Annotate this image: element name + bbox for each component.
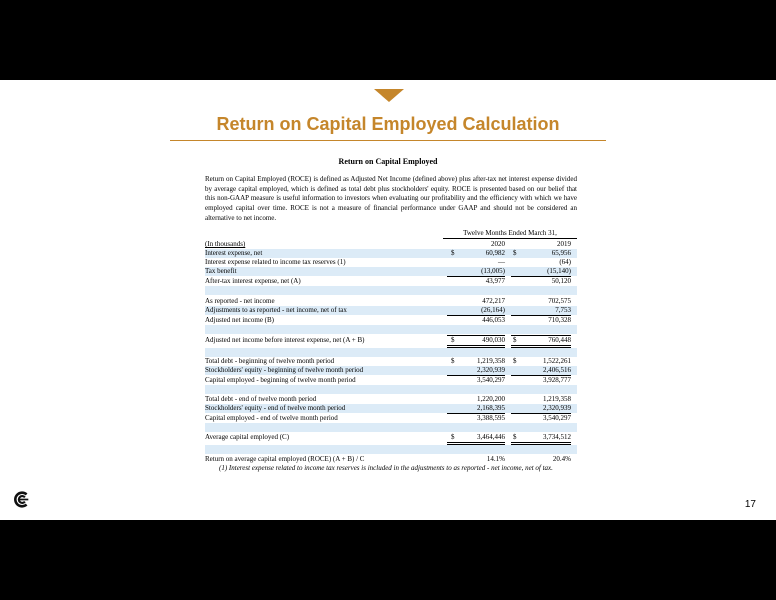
total-rule bbox=[447, 442, 505, 443]
value-2020: 14.1% bbox=[486, 455, 505, 463]
col-2019-header: 2019 bbox=[511, 240, 571, 250]
table-row bbox=[205, 277, 577, 286]
table-row bbox=[205, 306, 577, 315]
row-label: Adjustments to as reported - net income, net of tax bbox=[205, 306, 347, 314]
table-row bbox=[205, 433, 577, 442]
total-rule bbox=[447, 345, 505, 346]
table-row bbox=[205, 357, 577, 366]
row-label: Adjusted net income (B) bbox=[205, 316, 275, 324]
table-row bbox=[205, 297, 577, 306]
table-row bbox=[205, 336, 577, 345]
value-2020: 3,388,595 bbox=[477, 414, 505, 422]
value-2019: 2,320,939 bbox=[543, 404, 571, 412]
row-label: Adjusted net income before interest expense, net (A + B) bbox=[205, 336, 365, 344]
table-row bbox=[205, 267, 577, 276]
footnote: (1) Interest expense related to income tax reserves is included in the adjustments to as reported - net income, net of tax. bbox=[219, 464, 553, 472]
value-2019: 65,956 bbox=[551, 249, 571, 257]
value-2020: 2,168,395 bbox=[477, 404, 505, 412]
value-2019: 1,219,358 bbox=[543, 395, 571, 403]
dollar-sign: $ bbox=[451, 336, 455, 344]
value-2019: 3,734,512 bbox=[543, 433, 571, 441]
row-label: Interest expense, net bbox=[205, 249, 263, 257]
period-header: Twelve Months Ended March 31, bbox=[443, 229, 577, 239]
value-2020: 2,320,939 bbox=[477, 366, 505, 374]
value-2020: 3,540,297 bbox=[477, 376, 505, 384]
slide-title: Return on Capital Employed Calculation bbox=[216, 114, 560, 134]
slide bbox=[0, 80, 776, 520]
row-label: As reported - net income bbox=[205, 297, 275, 305]
value-2020: 60,982 bbox=[485, 249, 505, 257]
dollar-sign: $ bbox=[451, 249, 455, 257]
table-row bbox=[205, 455, 577, 464]
dollar-sign: $ bbox=[451, 357, 455, 365]
row-label: Capital employed - beginning of twelve month period bbox=[205, 376, 356, 384]
table-row bbox=[205, 249, 577, 258]
row-label: Total debt - end of twelve month period bbox=[205, 395, 317, 403]
row-label: Capital employed - end of twelve month period bbox=[205, 414, 338, 422]
spacer-row bbox=[205, 423, 577, 432]
dollar-sign: $ bbox=[513, 249, 517, 257]
total-rule bbox=[511, 442, 571, 443]
value-2019: 760,448 bbox=[548, 336, 571, 344]
dollar-sign: $ bbox=[513, 357, 517, 365]
value-2019: 3,540,297 bbox=[543, 414, 571, 422]
spacer-row bbox=[205, 445, 577, 454]
col-2020-header: 2020 bbox=[447, 240, 505, 250]
value-2019: (64) bbox=[559, 258, 571, 266]
company-logo-icon bbox=[13, 491, 30, 508]
spacer-row bbox=[205, 325, 577, 334]
spacer-row bbox=[205, 348, 577, 357]
value-2019: 7,753 bbox=[555, 306, 571, 314]
value-2020: 490,030 bbox=[482, 336, 505, 344]
row-label: After-tax interest expense, net (A) bbox=[205, 277, 301, 285]
title-divider bbox=[170, 140, 606, 141]
value-2020: 446,053 bbox=[482, 316, 505, 324]
total-rule bbox=[511, 345, 571, 346]
row-label: Interest expense related to income tax reserves (1) bbox=[205, 258, 346, 266]
dollar-sign: $ bbox=[513, 336, 517, 344]
table-row bbox=[205, 414, 577, 423]
value-2019: 3,928,777 bbox=[543, 376, 571, 384]
spacer-row bbox=[205, 286, 577, 295]
value-2020: 3,464,446 bbox=[477, 433, 505, 441]
value-2019: 710,328 bbox=[548, 316, 571, 324]
value-2019: 1,522,261 bbox=[543, 357, 571, 365]
section-paragraph: Return on Capital Employed (ROCE) is defined as Adjusted Net Income (defined above) plus after-tax net interest expense divided by average capital employed, which is defined as total debt plus stockholders' equity. ROCE is presented based on our belief that this non-GAAP measure is useful information to investors when evaluating our profitability and the efficiency with which we have employed capital over time. ROCE is not a measure of financial performance under GAAP and should not be considered an alternative to net income. bbox=[205, 175, 577, 222]
row-label: Stockholders' equity - beginning of twelve month period bbox=[205, 366, 364, 374]
dollar-sign: $ bbox=[451, 433, 455, 441]
units-label: (In thousands) bbox=[205, 240, 246, 248]
table-row bbox=[205, 395, 577, 404]
spacer-row bbox=[205, 385, 577, 394]
value-2020: 43,977 bbox=[485, 277, 505, 285]
value-2019: 2,406,516 bbox=[543, 366, 571, 374]
value-2020: 1,220,200 bbox=[477, 395, 505, 403]
value-2020: 1,219,358 bbox=[477, 357, 505, 365]
dollar-sign: $ bbox=[513, 433, 517, 441]
row-label: Tax benefit bbox=[205, 267, 237, 275]
table-row bbox=[205, 404, 577, 413]
table-row bbox=[205, 316, 577, 325]
value-2020: 472,217 bbox=[482, 297, 505, 305]
row-label: Average capital employed (C) bbox=[205, 433, 290, 441]
row-label: Total debt - beginning of twelve month period bbox=[205, 357, 335, 365]
section-heading: Return on Capital Employed bbox=[338, 157, 438, 166]
value-2019: (15,140) bbox=[547, 267, 571, 275]
table-row bbox=[205, 376, 577, 385]
row-label: Return on average capital employed (ROCE) (A + B) / C bbox=[205, 455, 365, 463]
row-label: Stockholders' equity - end of twelve month period bbox=[205, 404, 346, 412]
triangle-marker-icon bbox=[374, 89, 404, 102]
table-header-row bbox=[205, 240, 577, 249]
value-2019: 702,575 bbox=[548, 297, 571, 305]
table-row bbox=[205, 366, 577, 375]
value-2020: (26,164) bbox=[481, 306, 505, 314]
value-2019: 50,120 bbox=[551, 277, 571, 285]
table-row bbox=[205, 258, 577, 267]
value-2019: 20.4% bbox=[552, 455, 571, 463]
value-2020: — bbox=[498, 258, 505, 266]
value-2020: (13,005) bbox=[481, 267, 505, 275]
page-number: 17 bbox=[744, 499, 756, 510]
